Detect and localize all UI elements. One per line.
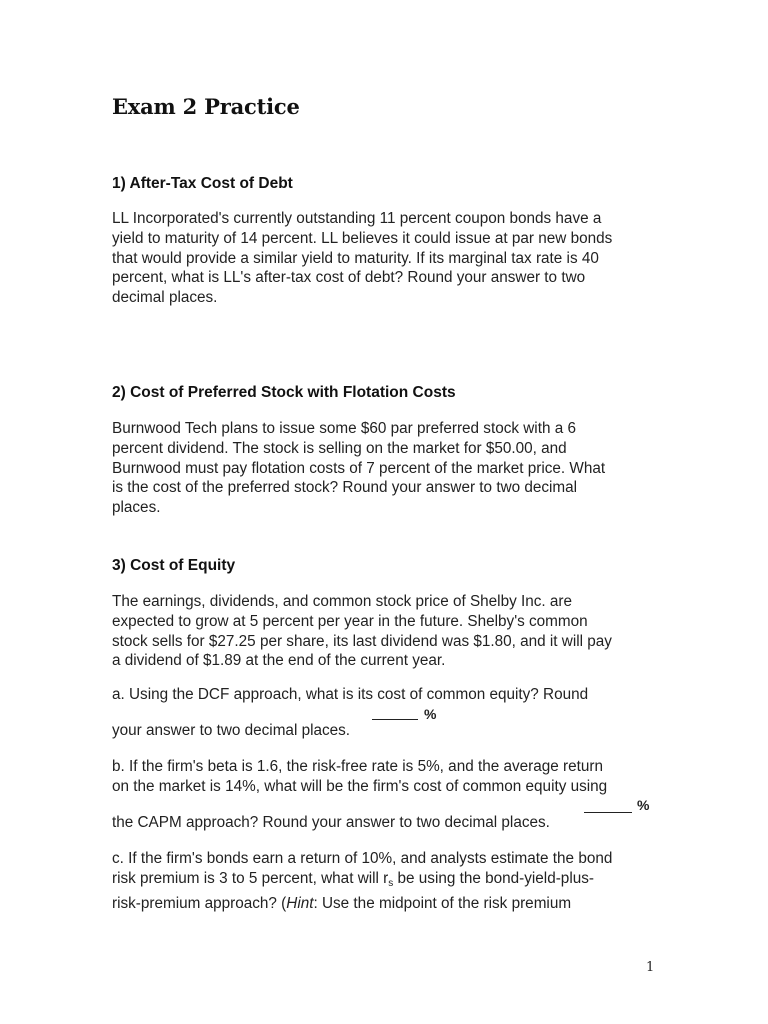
body-line: expected to grow at 5 percent per year in the future. Shelby's common (112, 612, 588, 630)
part-c-question (112, 849, 612, 913)
part-b-line3 (112, 813, 550, 833)
section-3-heading: 3) Cost of Equity (112, 557, 236, 574)
body-line: Burnwood Tech plans to issue some $60 par preferred stock with a 6 (112, 420, 576, 437)
section-1-heading: 1) After-Tax Cost of Debt (112, 175, 293, 192)
body-line: the CAPM approach? Round your answer to two decimal places. (112, 814, 550, 831)
part-a-line2 (112, 721, 350, 741)
body-line: a. Using the DCF approach, what is its cost of common equity? Round (112, 686, 589, 703)
body-line: stock sells for $27.25 per share, its last dividend was $1.80, and it will pay (112, 632, 612, 650)
body-line: LL Incorporated's currently outstanding 11 percent coupon bonds have a (112, 210, 602, 227)
part-b-percent-unit: % (637, 797, 650, 813)
body-line: The earnings, dividends, and common stock price of Shelby Inc. are (112, 593, 572, 610)
section-1-body (112, 209, 612, 308)
body-line: percent, what is LL's after-tax cost of debt? Round your answer to two (112, 269, 586, 287)
page-number: 1 (646, 960, 655, 975)
part-b-question (112, 757, 607, 797)
body-line: c. If the firm's bonds earn a return of 10%, and analysts estimate the bond (112, 850, 613, 867)
body-text: risk premium is 3 to 5 percent, what will r (112, 869, 389, 887)
body-line (112, 869, 612, 894)
section-2-heading: 2) Cost of Preferred Stock with Flotation Costs (112, 384, 456, 401)
part-a-question (112, 685, 588, 705)
body-line: percent dividend. The stock is selling on the market for $50.00, and (112, 439, 567, 457)
body-line: your answer to two decimal places. (112, 722, 351, 739)
body-line: places. (112, 499, 161, 517)
body-line: that would provide a similar yield to maturity. If its marginal tax rate is 40 (112, 249, 599, 267)
section-2-body (112, 419, 605, 518)
section-3-body (112, 592, 612, 671)
hint-label: Hint (286, 894, 314, 912)
part-a-answer-blank[interactable] (372, 706, 418, 725)
body-line: yield to maturity of 14 percent. LL believes it could issue at par new bonds (112, 229, 613, 247)
body-line: is the cost of the preferred stock? Round your answer to two decimal (112, 479, 578, 497)
body-text: : Use the midpoint of the risk premium (313, 894, 572, 912)
body-line (112, 894, 612, 914)
page-title: Exam 2 Practice (112, 94, 300, 119)
body-text: risk-premium approach? ( (112, 894, 287, 912)
part-b-answer-blank[interactable] (584, 799, 632, 818)
body-text: be using the bond-yield-plus- (393, 869, 594, 887)
body-line: a dividend of $1.89 at the end of the current year. (112, 652, 446, 670)
body-line: on the market is 14%, what will be the firm's cost of common equity using (112, 777, 608, 795)
body-line: b. If the firm's beta is 1.6, the risk-free rate is 5%, and the average return (112, 758, 603, 775)
body-line: decimal places. (112, 289, 218, 307)
subscript-text: s (388, 877, 394, 889)
body-line: Burnwood must pay flotation costs of 7 percent of the market price. What (112, 459, 606, 477)
part-a-percent-unit: % (424, 706, 437, 722)
